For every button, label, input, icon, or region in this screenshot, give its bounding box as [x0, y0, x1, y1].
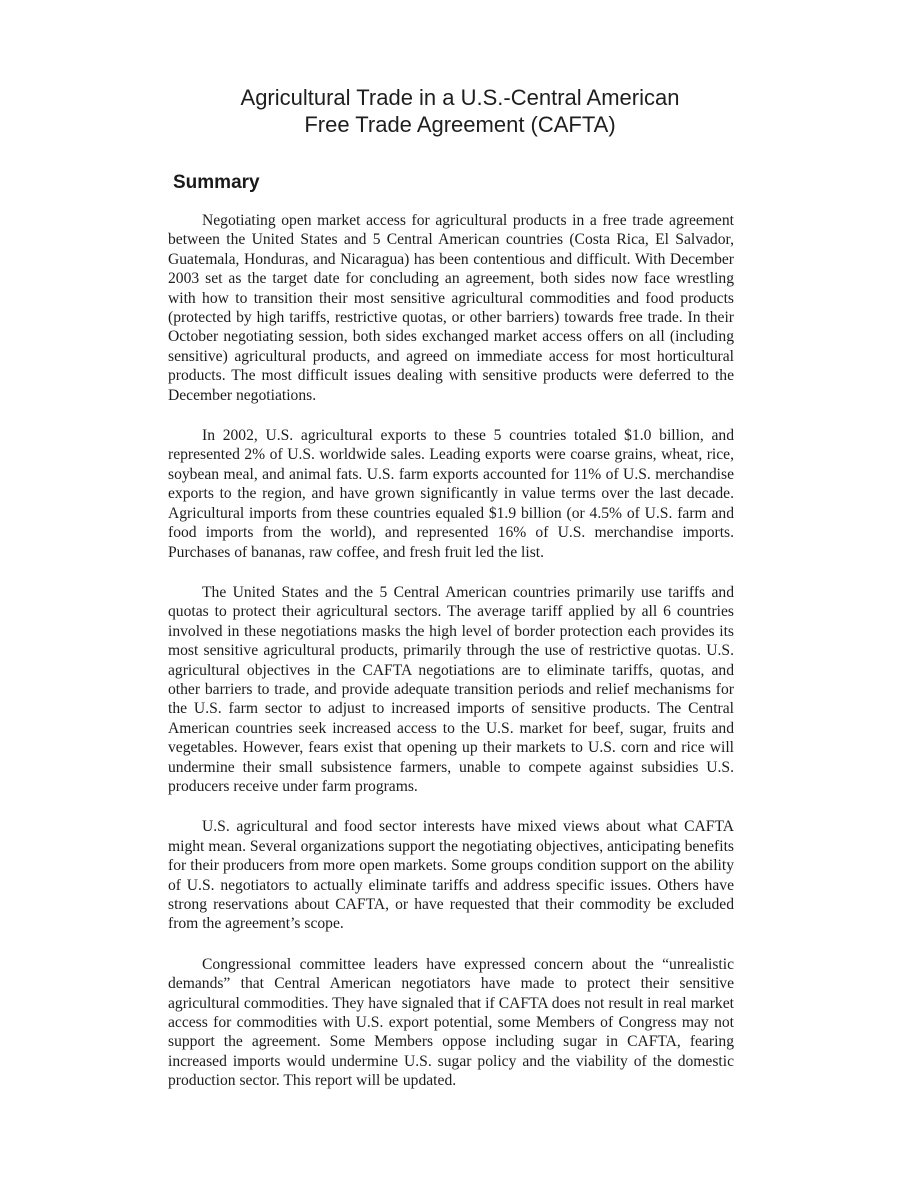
summary-paragraph-1: Negotiating open market access for agricultural products in a free trade agreement between the United States and 5 Central American countries (Costa Rica, El Salvador, Guatemala, Honduras, and Nicaragua) has been contentious and difficult. With December 2003 set as the target date for concluding an agreement, both sides now face wrestling with how to transition their most sensitive agricultural commodities and food products (protected by high tariffs, restrictive quotas, or other barriers) towards free trade. In their October negotiating session, both sides exchanged market access offers on all (including sensitive) agricultural products, and agreed on immediate access for most horticultural products. The most difficult issues dealing with sensitive products were deferred to the December negotiations.: [168, 212, 734, 404]
document-title: [0, 84, 920, 138]
summary-paragraph-4: U.S. agricultural and food sector interests have mixed views about what CAFTA might mean. Several organizations support the negotiating objectives, anticipating benefits for their producers from more open markets. Some groups condition support on the ability of U.S. negotiators to actually eliminate tariffs and address specific issues. Others have strong reservations about CAFTA, or have requested that their commodity be excluded from the agreement’s scope.: [168, 818, 734, 933]
document-title-line-2: Free Trade Agreement (CAFTA): [304, 112, 616, 137]
summary-paragraph-5: Congressional committee leaders have expressed concern about the “unrealistic demands” that Central American negotiators have made to protect their sensitive agricultural commodities. They have signaled that if CAFTA does not result in real market access for commodities with U.S. export potential, some Members of Congress may not support the agreement. Some Members oppose including sugar in CAFTA, fearing increased imports would undermine U.S. sugar policy and the viability of the domestic production sector. This report will be updated.: [168, 955, 734, 1090]
summary-paragraph-2: In 2002, U.S. agricultural exports to these 5 countries totaled $1.0 billion, and represented 2% of U.S. worldwide sales. Leading exports were coarse grains, wheat, rice, soybean meal, and animal fats. U.S. farm exports accounted for 11% of U.S. merchandise exports to the region, and have grown significantly in value terms over the last decade. Agricultural imports from these countries equaled $1.9 billion (or 4.5% of U.S. farm and food imports from the world), and represented 16% of U.S. merchandise imports. Purchases of bananas, raw coffee, and fresh fruit led the list.: [168, 427, 734, 561]
summary-body: [168, 211, 734, 1112]
summary-heading: Summary: [173, 172, 260, 193]
summary-paragraph-3: The United States and the 5 Central American countries primarily use tariffs and quotas to protect their agricultural sectors. The average tariff applied by all 6 countries involved in these negotiations masks the high level of border protection each provides its most sensitive agricultural products, primarily through the use of restrictive quotas. U.S. agricultural objectives in the CAFTA negotiations are to eliminate tariffs, quotas, and other barriers to trade, and provide adequate transition periods and relief mechanisms for the U.S. farm sector to adjust to increased imports of sensitive products. The Central American countries seek increased access to the U.S. market for beef, sugar, fruits and vegetables. However, fears exist that opening up their markets to U.S. corn and rice will undermine their small subsistence farmers, unable to compete against subsidies U.S. producers receive under farm programs.: [168, 583, 734, 795]
document-title-line-1: Agricultural Trade in a U.S.-Central American: [240, 85, 680, 110]
